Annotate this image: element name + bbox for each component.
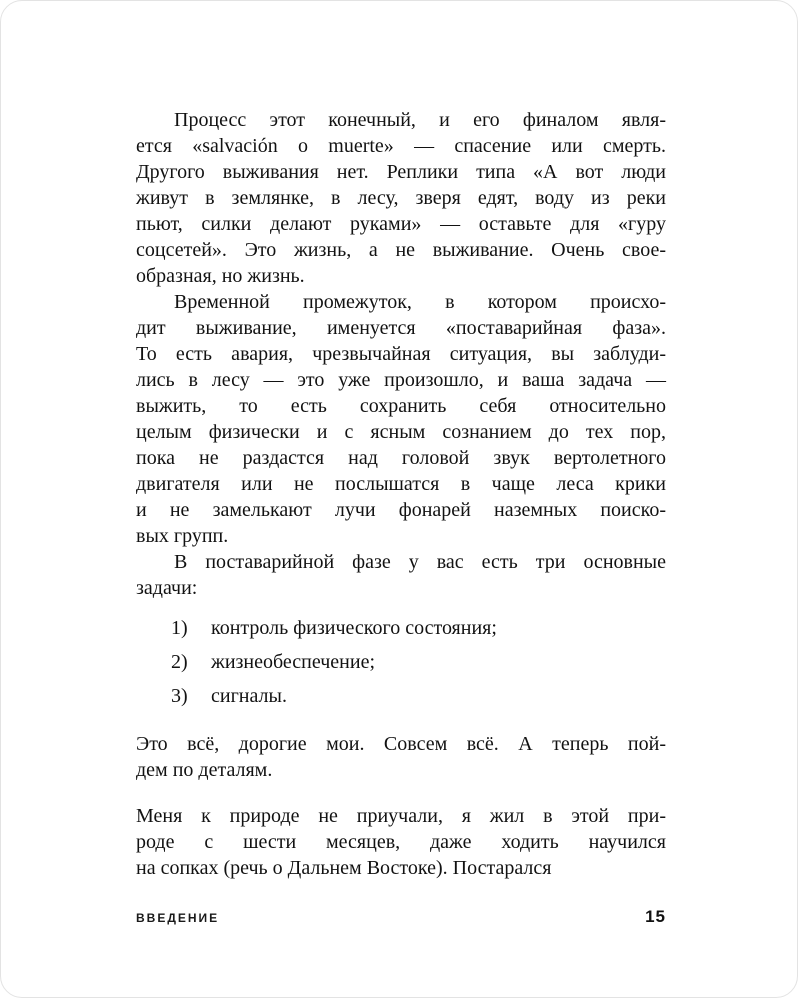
text-line: пока не раздастся над головой звук вертолетного bbox=[136, 447, 666, 469]
text-line: То есть авария, чрезвычайная ситуация, вы заблуди- bbox=[136, 343, 666, 365]
page-footer bbox=[136, 907, 666, 927]
text-line: вых групп. bbox=[136, 525, 229, 547]
list-item-text: жизнеобеспечение; bbox=[211, 651, 376, 673]
text-line: лись в лесу — это уже произошло, и ваша задача — bbox=[136, 369, 666, 391]
paragraph bbox=[136, 107, 666, 289]
text-line: дит выживание, именуется «поставарийная фаза». bbox=[136, 317, 666, 339]
text-line: пьют, силки делают руками» — оставьте для «гуру bbox=[136, 213, 666, 235]
text-line: ется «salvación o muerte» — спасение или смерть. bbox=[136, 135, 666, 157]
paragraph bbox=[136, 731, 666, 783]
text-line: В поставарийной фазе у вас есть три основные bbox=[174, 551, 666, 573]
list-item-text: контроль физического состояния; bbox=[211, 617, 497, 639]
text-line: Другого выживания нет. Реплики типа «А вот люди bbox=[136, 161, 666, 183]
text-line: выжить, то есть сохранить себя относительно bbox=[136, 395, 666, 417]
list-item bbox=[136, 615, 666, 641]
page-text-block bbox=[136, 107, 666, 881]
list-item bbox=[136, 649, 666, 675]
text-line: и не замелькают лучи фонарей наземных поиско- bbox=[136, 499, 666, 521]
text-line: на сопках (речь о Дальнем Востоке). Постарался bbox=[136, 857, 552, 879]
text-line: дем по деталям. bbox=[136, 759, 273, 781]
numbered-list bbox=[136, 615, 666, 709]
text-line: целым физически и с ясным сознанием до тех пор, bbox=[136, 421, 666, 443]
text-line: соцсетей». Это жизнь, а не выживание. Очень свое- bbox=[136, 239, 666, 261]
text-line: задачи: bbox=[136, 577, 198, 599]
text-line: живут в землянке, в лесу, зверя едят, воду из реки bbox=[136, 187, 666, 209]
page-number: 15 bbox=[645, 907, 666, 926]
text-line: Меня к природе не приучали, я жил в этой при- bbox=[136, 805, 666, 827]
text-line: Временной промежуток, в котором происхо- bbox=[174, 291, 666, 313]
list-marker: 2) bbox=[171, 651, 188, 673]
text-line: Это всё, дорогие мои. Совсем всё. А теперь пой- bbox=[136, 733, 666, 755]
text-line: роде с шести месяцев, даже ходить научился bbox=[136, 831, 666, 853]
list-item bbox=[136, 683, 666, 709]
running-head: ВВЕДЕНИЕ bbox=[136, 911, 220, 925]
text-line: образная, но жизнь. bbox=[136, 265, 305, 287]
text-line: Процесс этот конечный, и его финалом явля- bbox=[174, 109, 666, 131]
paragraph bbox=[136, 289, 666, 549]
paragraph bbox=[136, 803, 666, 881]
list-item-text: сигналы. bbox=[211, 685, 287, 707]
text-line: двигателя или не послышатся в чаще леса крики bbox=[136, 473, 666, 495]
paragraph bbox=[136, 549, 666, 601]
list-marker: 3) bbox=[171, 685, 188, 707]
list-marker: 1) bbox=[171, 617, 188, 639]
